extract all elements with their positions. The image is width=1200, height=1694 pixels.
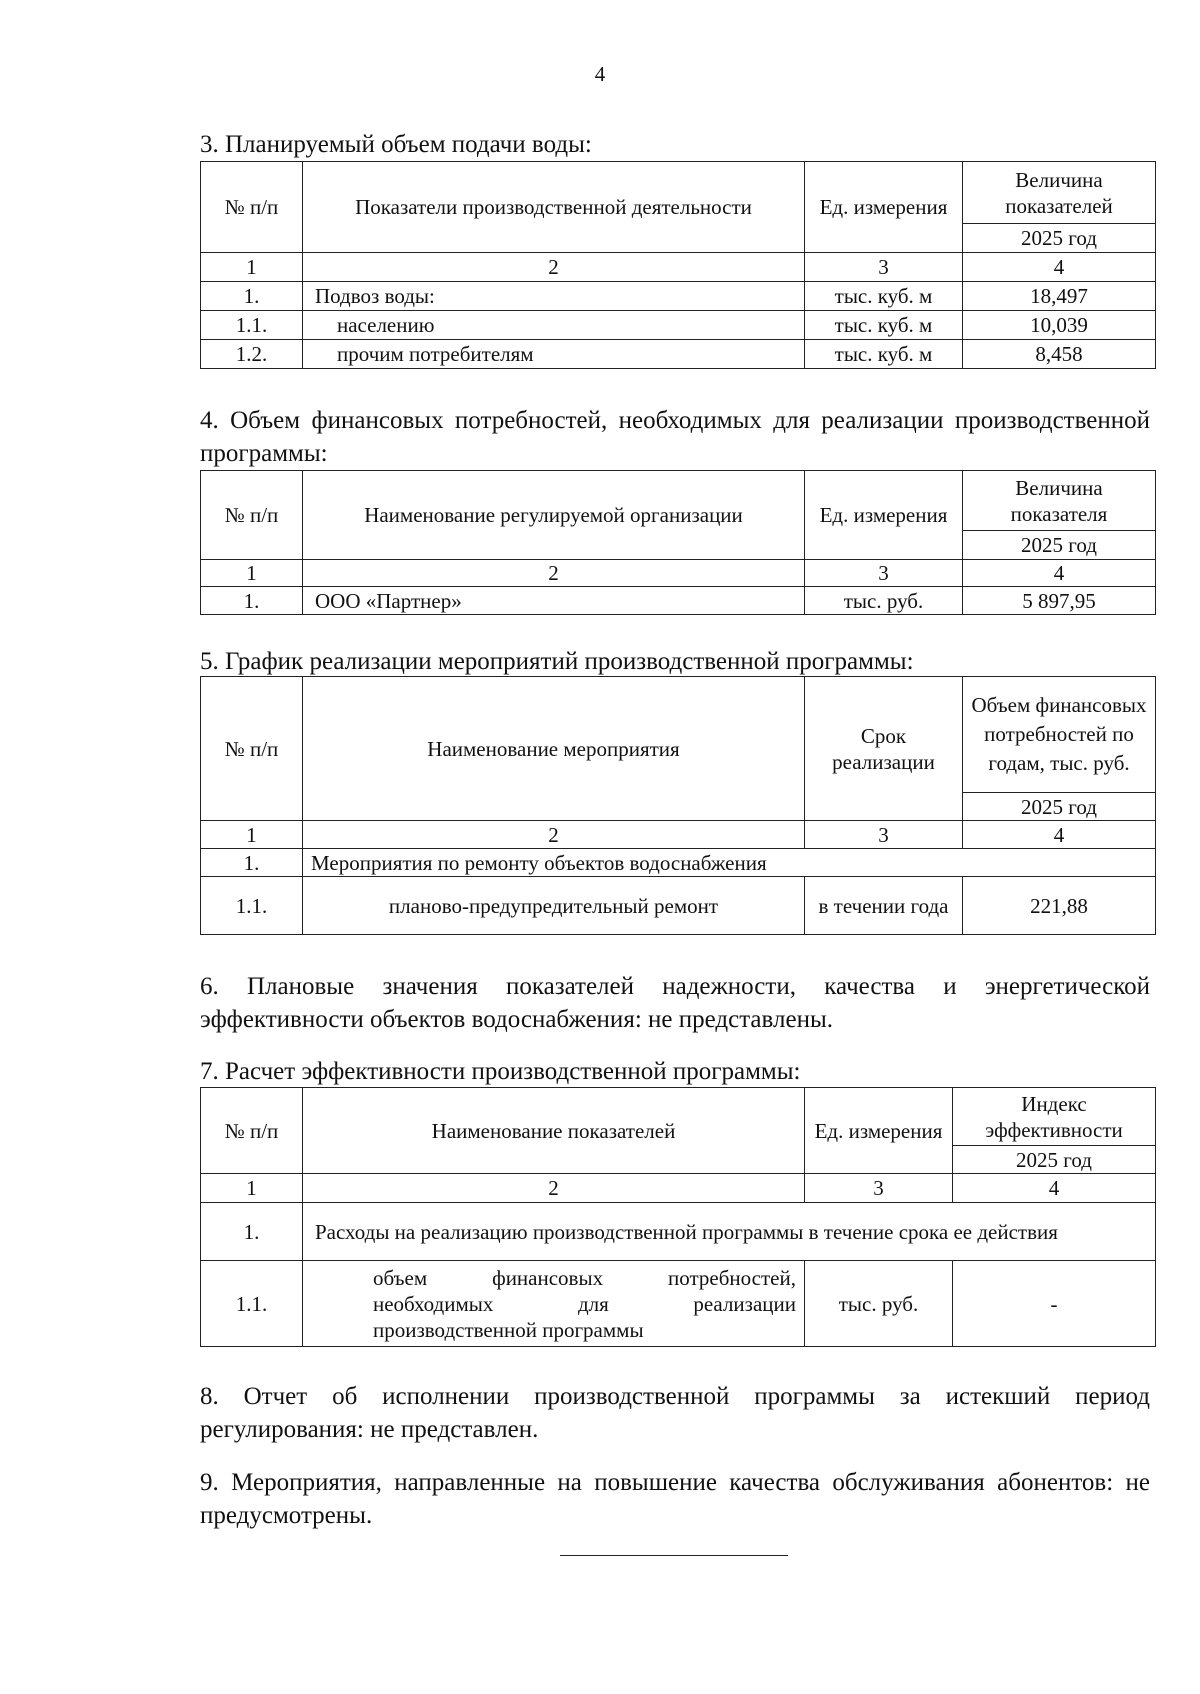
header-org: Наименование регулируемой организации xyxy=(303,471,805,560)
group-num: 1. xyxy=(201,849,303,877)
section-8-text: 8. Отчет об исполнении производственной программы за истекший период регулирования: не представлен. xyxy=(200,1383,1150,1443)
section-5-title: 5. График реализации мероприятий производственной программы: xyxy=(200,648,914,675)
header-term: Срок реализации xyxy=(805,677,963,821)
row-value: - xyxy=(953,1261,1156,1347)
row-unit: тыс. куб. м xyxy=(805,282,963,311)
efficiency-table xyxy=(200,1087,1156,1347)
water-supply-table xyxy=(200,161,1156,369)
header-value: Индекс эффективности xyxy=(953,1088,1156,1146)
header-event: Наименование мероприятия xyxy=(303,677,805,821)
group-name: Мероприятия по ремонту объектов водоснабжения xyxy=(303,849,1156,877)
section-7-title: 7. Расчет эффективности производственной программы: xyxy=(200,1058,801,1085)
header-year: 2025 год xyxy=(963,793,1156,821)
header-num: № п/п xyxy=(201,677,303,821)
header-year: 2025 год xyxy=(963,531,1156,560)
col-number: 1 xyxy=(201,560,303,587)
row-value: 5 897,95 xyxy=(963,587,1156,615)
row-value: 221,88 xyxy=(963,877,1156,935)
header-indicator: Показатели производственной деятельности xyxy=(303,162,805,253)
col-number: 4 xyxy=(963,253,1156,282)
col-number: 4 xyxy=(963,560,1156,587)
table-row xyxy=(201,587,1156,615)
row-unit: тыс. руб. xyxy=(805,587,963,615)
table-row xyxy=(201,877,1156,935)
col-number: 3 xyxy=(805,560,963,587)
section-9-text: 9. Мероприятия, направленные на повышение качества обслуживания абонентов: не предусмотрены. xyxy=(200,1469,1150,1529)
col-number: 4 xyxy=(963,821,1156,849)
header-name: Наименование показателей xyxy=(303,1088,805,1174)
page-number: 4 xyxy=(594,62,606,86)
row-term: в течении года xyxy=(805,877,963,935)
table-row xyxy=(201,1261,1156,1347)
table-row xyxy=(201,282,1156,311)
row-name: Подвоз воды: xyxy=(303,282,805,311)
row-name xyxy=(303,1261,805,1347)
table-group-row xyxy=(201,849,1156,877)
header-value: Объем финансовых потребностей по годам, тыс. руб. xyxy=(963,677,1156,793)
schedule-table xyxy=(200,676,1156,935)
header-num: № п/п xyxy=(201,471,303,560)
header-year: 2025 год xyxy=(963,224,1156,253)
table-row xyxy=(201,340,1156,369)
row-num: 1.1. xyxy=(201,877,303,935)
col-number: 3 xyxy=(805,1174,953,1203)
row-name: прочим потребителям xyxy=(303,340,805,369)
row-num: 1. xyxy=(201,282,303,311)
header-unit: Ед. измерения xyxy=(805,1088,953,1174)
table-row xyxy=(201,311,1156,340)
row-num: 1.1. xyxy=(201,311,303,340)
col-number: 1 xyxy=(201,253,303,282)
header-value: Величина показателей xyxy=(963,162,1156,224)
section-6-text: 6. Плановые значения показателей надежности, качества и энергетической эффективности объектов водоснабжения: не представлены. xyxy=(200,973,1150,1033)
row-name: населению xyxy=(303,311,805,340)
table-group-row xyxy=(201,1203,1156,1261)
header-unit: Ед. измерения xyxy=(805,471,963,560)
section-4-title: 4. Объем финансовых потребностей, необходимых для реализации производственной программы: xyxy=(200,407,1150,467)
end-divider xyxy=(560,1555,788,1556)
col-number: 2 xyxy=(303,821,805,849)
col-number: 3 xyxy=(805,821,963,849)
group-num: 1. xyxy=(201,1203,303,1261)
col-number: 2 xyxy=(303,560,805,587)
row-num: 1.2. xyxy=(201,340,303,369)
col-number: 1 xyxy=(201,821,303,849)
header-value: Величина показателя xyxy=(963,471,1156,531)
row-name-line: объем финансовых потребностей, xyxy=(373,1265,796,1290)
row-num: 1. xyxy=(201,587,303,615)
col-number: 1 xyxy=(201,1174,303,1203)
row-unit: тыс. руб. xyxy=(805,1261,953,1347)
financial-needs-table xyxy=(200,470,1156,615)
row-name: планово-предупредительный ремонт xyxy=(303,877,805,935)
group-name: Расходы на реализацию производственной программы в течение срока ее действия xyxy=(303,1203,1156,1261)
row-value: 10,039 xyxy=(963,311,1156,340)
row-name-line: необходимых для реализации xyxy=(373,1291,796,1316)
row-value: 18,497 xyxy=(963,282,1156,311)
col-number: 2 xyxy=(303,1174,805,1203)
header-unit: Ед. измерения xyxy=(805,162,963,253)
row-value: 8,458 xyxy=(963,340,1156,369)
col-number: 2 xyxy=(303,253,805,282)
header-num: № п/п xyxy=(201,162,303,253)
row-name: ООО «Партнер» xyxy=(303,587,805,615)
col-number: 3 xyxy=(805,253,963,282)
row-num: 1.1. xyxy=(201,1261,303,1347)
row-unit: тыс. куб. м xyxy=(805,340,963,369)
row-name-line: производственной программы xyxy=(373,1317,644,1342)
col-number: 4 xyxy=(953,1174,1156,1203)
row-unit: тыс. куб. м xyxy=(805,311,963,340)
header-year: 2025 год xyxy=(953,1146,1156,1174)
section-3-title: 3. Планируемый объем подачи воды: xyxy=(200,131,592,158)
header-num: № п/п xyxy=(201,1088,303,1174)
